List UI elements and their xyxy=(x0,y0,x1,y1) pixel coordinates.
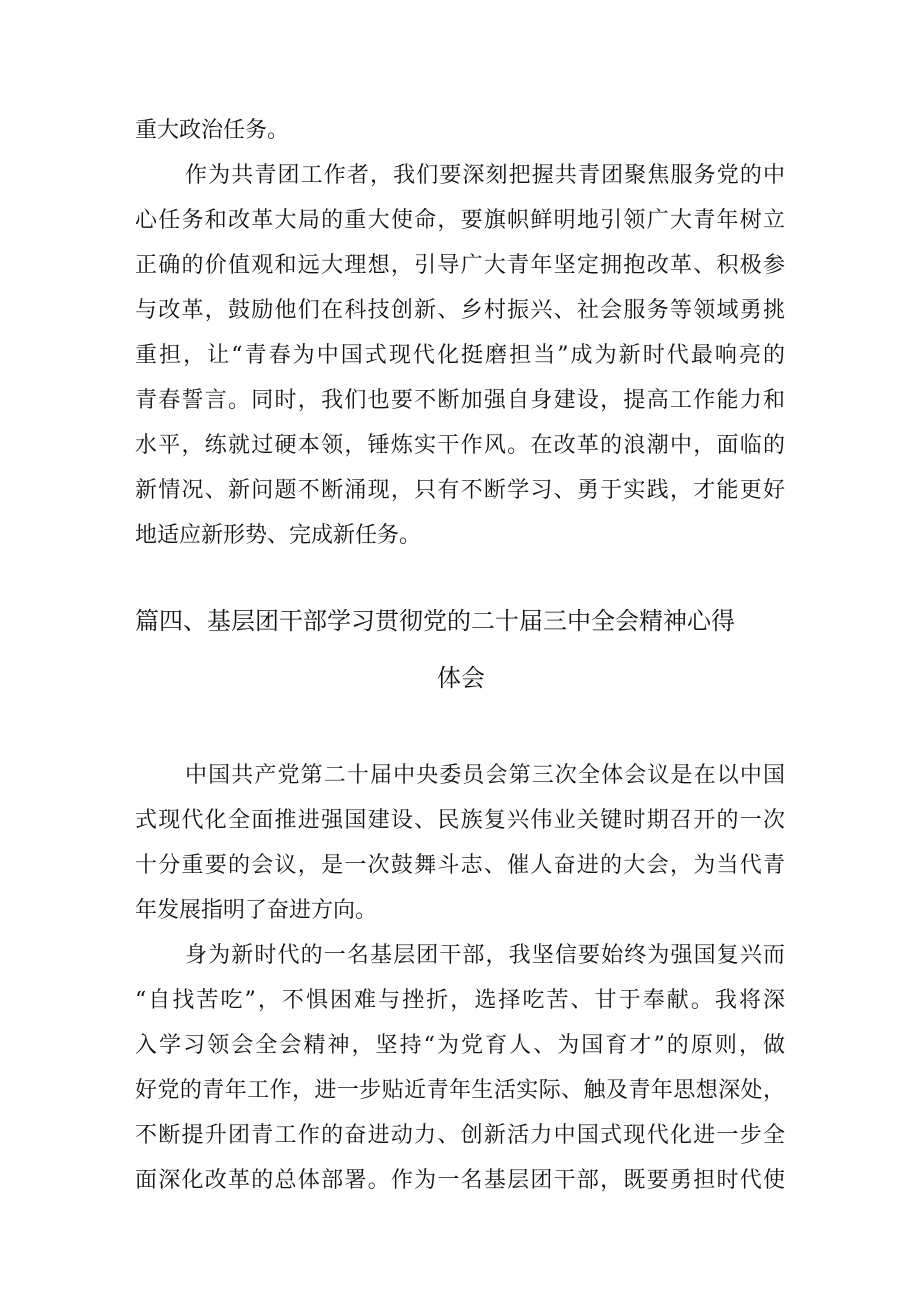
paragraph-line: 作为共青团工作者，我们要深刻把握共青团聚焦服务党的中 xyxy=(185,163,785,188)
paragraph-line: 年发展指明了奋进方向。 xyxy=(135,898,378,923)
paragraph-line: 地适应新形势、完成新任务。 xyxy=(135,523,422,548)
paragraph-line: 面深化改革的总体部署。作为一名基层团干部，既要勇担时代使 xyxy=(135,1168,785,1193)
section-title-continuation: 体会 xyxy=(437,664,485,692)
section-title: 篇四、基层团干部学习贯彻党的二十届三中全会精神心得 xyxy=(135,607,735,635)
paragraph-line: 心任务和改革大局的重大使命，要旗帜鲜明地引领广大青年树立 xyxy=(135,208,785,233)
paragraph-line: 入学习领会全会精神，坚持“为党育人、为国育才”的原则，做 xyxy=(135,1033,785,1058)
paragraph-line: 水平，练就过硬本领，锤炼实干作风。在改革的浪潮中，面临的 xyxy=(135,433,785,458)
paragraph-line: 身为新时代的一名基层团干部，我坚信要始终为强国复兴而 xyxy=(185,943,785,968)
paragraph-line: 与改革，鼓励他们在科技创新、乡村振兴、社会服务等领域勇挑 xyxy=(135,298,785,323)
paragraph-line: 十分重要的会议，是一次鼓舞斗志、催人奋进的大会，为当代青 xyxy=(135,853,785,878)
paragraph-line: “自找苦吃”，不惧困难与挫折，选择吃苦、甘于奉献。我将深 xyxy=(135,988,785,1013)
paragraph-line: 式现代化全面推进强国建设、民族复兴伟业关键时期召开的一次 xyxy=(135,808,785,833)
paragraph-line: 好党的青年工作，进一步贴近青年生活实际、触及青年思想深处， xyxy=(135,1078,785,1103)
paragraph-line: 新情况、新问题不断涌现，只有不断学习、勇于实践，才能更好 xyxy=(135,478,785,503)
paragraph-line: 正确的价值观和远大理想，引导广大青年坚定拥抱改革、积极参 xyxy=(135,253,785,278)
paragraph-line: 中国共产党第二十届中央委员会第三次全体会议是在以中国 xyxy=(185,763,785,788)
paragraph-line: 青春誓言。同时，我们也要不断加强自身建设，提高工作能力和 xyxy=(135,388,785,413)
paragraph-line: 不断提升团青工作的奋进动力、创新活力中国式现代化进一步全 xyxy=(135,1123,785,1148)
paragraph-line: 重担，让“青春为中国式现代化挺磨担当”成为新时代最响亮的 xyxy=(135,343,785,368)
paragraph-line: 重大政治任务。 xyxy=(135,118,290,143)
